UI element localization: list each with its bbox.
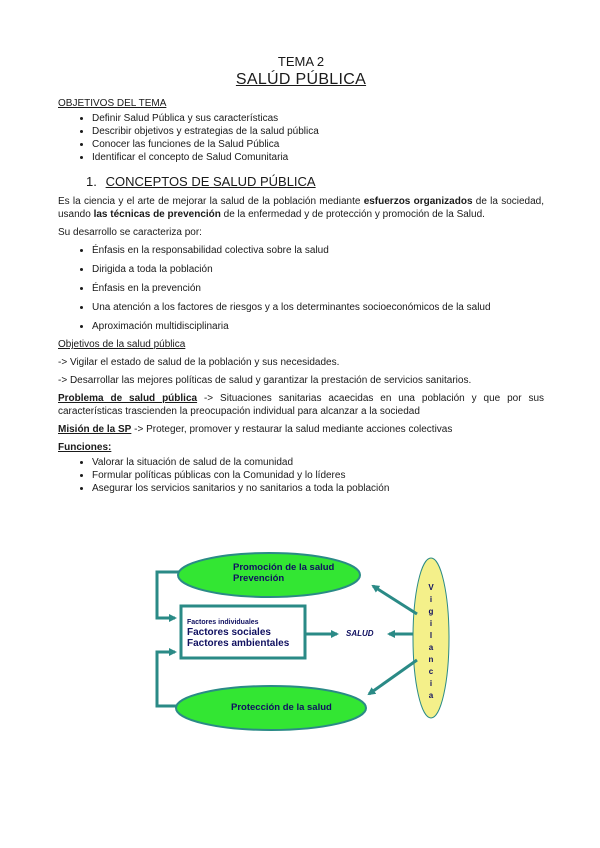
problema-paragraph bbox=[58, 392, 544, 418]
salud-publica-diagram bbox=[143, 548, 459, 734]
vigilancia-letter: n bbox=[428, 655, 434, 664]
definition-bold: las técnicas de prevención bbox=[93, 209, 221, 220]
vigilancia-letter: a bbox=[428, 691, 434, 700]
list-item: • Identificar el concepto de Salud Comunitaria bbox=[92, 151, 544, 164]
bracket-bottom-arrow bbox=[157, 652, 180, 706]
list-item: • Énfasis en la responsabilidad colectiva sobre la salud bbox=[92, 244, 544, 257]
promocion-text: Promoción de la salud bbox=[233, 562, 335, 573]
proteccion-label: Protección de la salud bbox=[231, 702, 332, 713]
mision-label: Misión de la SP bbox=[58, 424, 132, 435]
list-item: • Asegurar los servicios sanitarios y no sanitarios a toda la población bbox=[92, 482, 544, 495]
list-item: • Aproximación multidisciplinaria bbox=[92, 320, 544, 333]
definition-text: de la enfermedad y de protección y promoción de la Salud. bbox=[220, 209, 485, 220]
objetivos-tema-heading: OBJETIVOS DEL TEMA bbox=[58, 98, 167, 109]
vigilancia-to-proteccion-arrow bbox=[369, 660, 417, 694]
problema-text: -> Situaciones sanitarias acaecidas en una población y que por sus características trascienden la preocupación individual para alcanzar a la sociedad bbox=[58, 393, 545, 417]
vigilancia-letter: i bbox=[429, 595, 433, 604]
list-item: • Dirigida a toda la población bbox=[92, 263, 544, 276]
factores-ambientales-text: Factores ambientales bbox=[187, 638, 290, 649]
factores-sociales-text: Factores sociales bbox=[187, 627, 271, 638]
funciones-heading: Funciones: bbox=[58, 442, 112, 453]
objetivos-sp-heading: Objetivos de la salud pública bbox=[58, 339, 186, 350]
caracteristicas-list bbox=[58, 244, 544, 333]
salud-label: SALUD bbox=[346, 629, 374, 638]
vigilancia-letter: i bbox=[429, 679, 433, 688]
problema-label: Problema de salud pública bbox=[58, 393, 198, 404]
definition-paragraph bbox=[58, 195, 544, 221]
vigilancia-letter: i bbox=[429, 619, 433, 628]
definition-text: de la sociedad, usando bbox=[58, 196, 544, 220]
vigilancia-letter: l bbox=[429, 631, 433, 640]
vigilancia-letter: V bbox=[428, 583, 434, 592]
prevencion-text: Prevención bbox=[233, 573, 285, 584]
definition-bold: esfuerzos organizados bbox=[363, 196, 473, 207]
section-title: CONCEPTOS DE SALUD PÚBLICA bbox=[105, 174, 316, 189]
vigilancia-letter: c bbox=[428, 667, 434, 676]
desarrollo-intro: Su desarrollo se caracteriza por: bbox=[58, 227, 202, 238]
list-item: • Una atención a los factores de riesgos y a los determinantes socioeconómicos de la salud bbox=[92, 301, 544, 314]
vigilancia-label bbox=[426, 582, 436, 702]
factores-individuales-text: Factores individuales bbox=[187, 619, 259, 626]
funciones-list bbox=[58, 456, 544, 495]
list-item: • Énfasis en la prevención bbox=[92, 282, 544, 295]
objetivo-sp-item: -> Desarrollar las mejores políticas de salud y garantizar la prestación de servicios sanitarios. bbox=[58, 375, 472, 386]
section-heading bbox=[86, 174, 544, 189]
mision-paragraph bbox=[58, 423, 544, 436]
page-title: SALÚD PÚBLICA bbox=[235, 71, 367, 88]
vigilancia-letter: a bbox=[428, 643, 434, 652]
bracket-top-arrow bbox=[157, 572, 180, 618]
vigilancia-letter: g bbox=[428, 607, 434, 616]
promocion-label bbox=[233, 562, 334, 584]
objetivo-sp-item: -> Vigilar el estado de salud de la población y sus necesidades. bbox=[58, 357, 340, 368]
section-number: 1. bbox=[86, 174, 97, 189]
document-page bbox=[58, 48, 544, 495]
list-item: • Conocer las funciones de la Salud Pública bbox=[92, 138, 544, 151]
list-item: • Formular políticas públicas con la Comunidad y lo líderes bbox=[92, 469, 544, 482]
list-item: • Valorar la situación de salud de la comunidad bbox=[92, 456, 544, 469]
mision-text: -> Proteger, promover y restaurar la salud mediante acciones colectivas bbox=[131, 424, 453, 435]
list-item: • Definir Salud Pública y sus características bbox=[92, 112, 544, 125]
vigilancia-to-promocion-arrow bbox=[373, 586, 417, 614]
objetivos-tema-list bbox=[58, 112, 544, 164]
factores-labels bbox=[187, 618, 289, 649]
definition-text: Es la ciencia y el arte de mejorar la salud de la población mediante bbox=[58, 196, 364, 207]
list-item: • Describir objetivos y estrategias de la salud pública bbox=[92, 125, 544, 138]
tema-label: TEMA 2 bbox=[277, 54, 325, 69]
